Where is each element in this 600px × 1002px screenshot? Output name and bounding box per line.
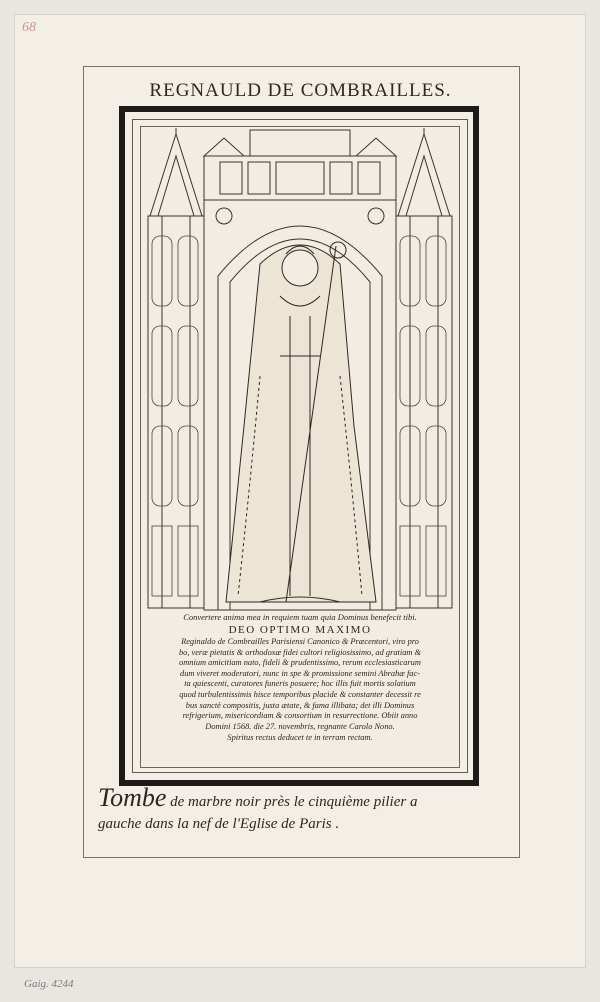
epitaph-line: Domini 1568. die 27. novembris, regnante Carolo Nono.: [205, 721, 395, 731]
epitaph-closing: Spiritus rectus deducet te in terram rectam.: [227, 733, 373, 743]
epitaph-line: ta quiescenti, curatores funeris posuere; hoc illis fuit mortis solatium: [184, 679, 416, 689]
epitaph-line: refrigerium, misericordiam & consortium in resurrectione. Obiit anno: [182, 711, 418, 721]
caption-line-2: gauche dans la nef de l'Eglise de Paris .: [98, 816, 340, 832]
cleric-figure: [226, 242, 376, 602]
epitaph-line: quod turbulentissimis hisce temporibus placide & constanter decessit re: [179, 689, 421, 699]
epitaph-line: Reginaldo de Combrailles Parisiensi Canonico & Præcentori, viro pro: [181, 637, 419, 646]
epitaph-line: omnium amicitiam nato, fideli & prudentissimo, rerum ecclesiasticarum: [179, 658, 421, 668]
epitaph-motto: Convertere anima mea in requiem tuam quia Dominus benefecit tibi.: [183, 612, 417, 622]
caption-lead: Tombe: [98, 783, 167, 812]
canopy: [204, 130, 396, 200]
right-pinnacle: [396, 128, 452, 608]
caption: [98, 783, 498, 835]
epitaph-dedication: DEO OPTIMO MAXIMO: [228, 624, 372, 636]
epitaph-inscription: [142, 612, 458, 743]
epitaph-line: bo, veræ pietatis & orthodoxæ fidei cultori religiosissimo, ad gratiam &: [178, 647, 422, 657]
epitaph-line: dum viveret moderatori, nunc in spe & promissione semini Abrahæ fac-: [180, 668, 420, 678]
left-pinnacle: [148, 128, 204, 608]
epitaph-text: [142, 637, 458, 732]
tomb-engraving: [140, 126, 460, 612]
epitaph-line: bus sanctè compositis, justa ætate, & fama illibata; det illi Dominus: [185, 700, 415, 710]
corner-mark: 68: [22, 20, 36, 35]
collection-reference: Gaig. 4244: [24, 978, 74, 990]
caption-line-1: de marbre noir près le cinquième pilier a: [166, 794, 418, 810]
tomb-title: REGNAULD DE COMBRAILLES.: [149, 80, 452, 101]
